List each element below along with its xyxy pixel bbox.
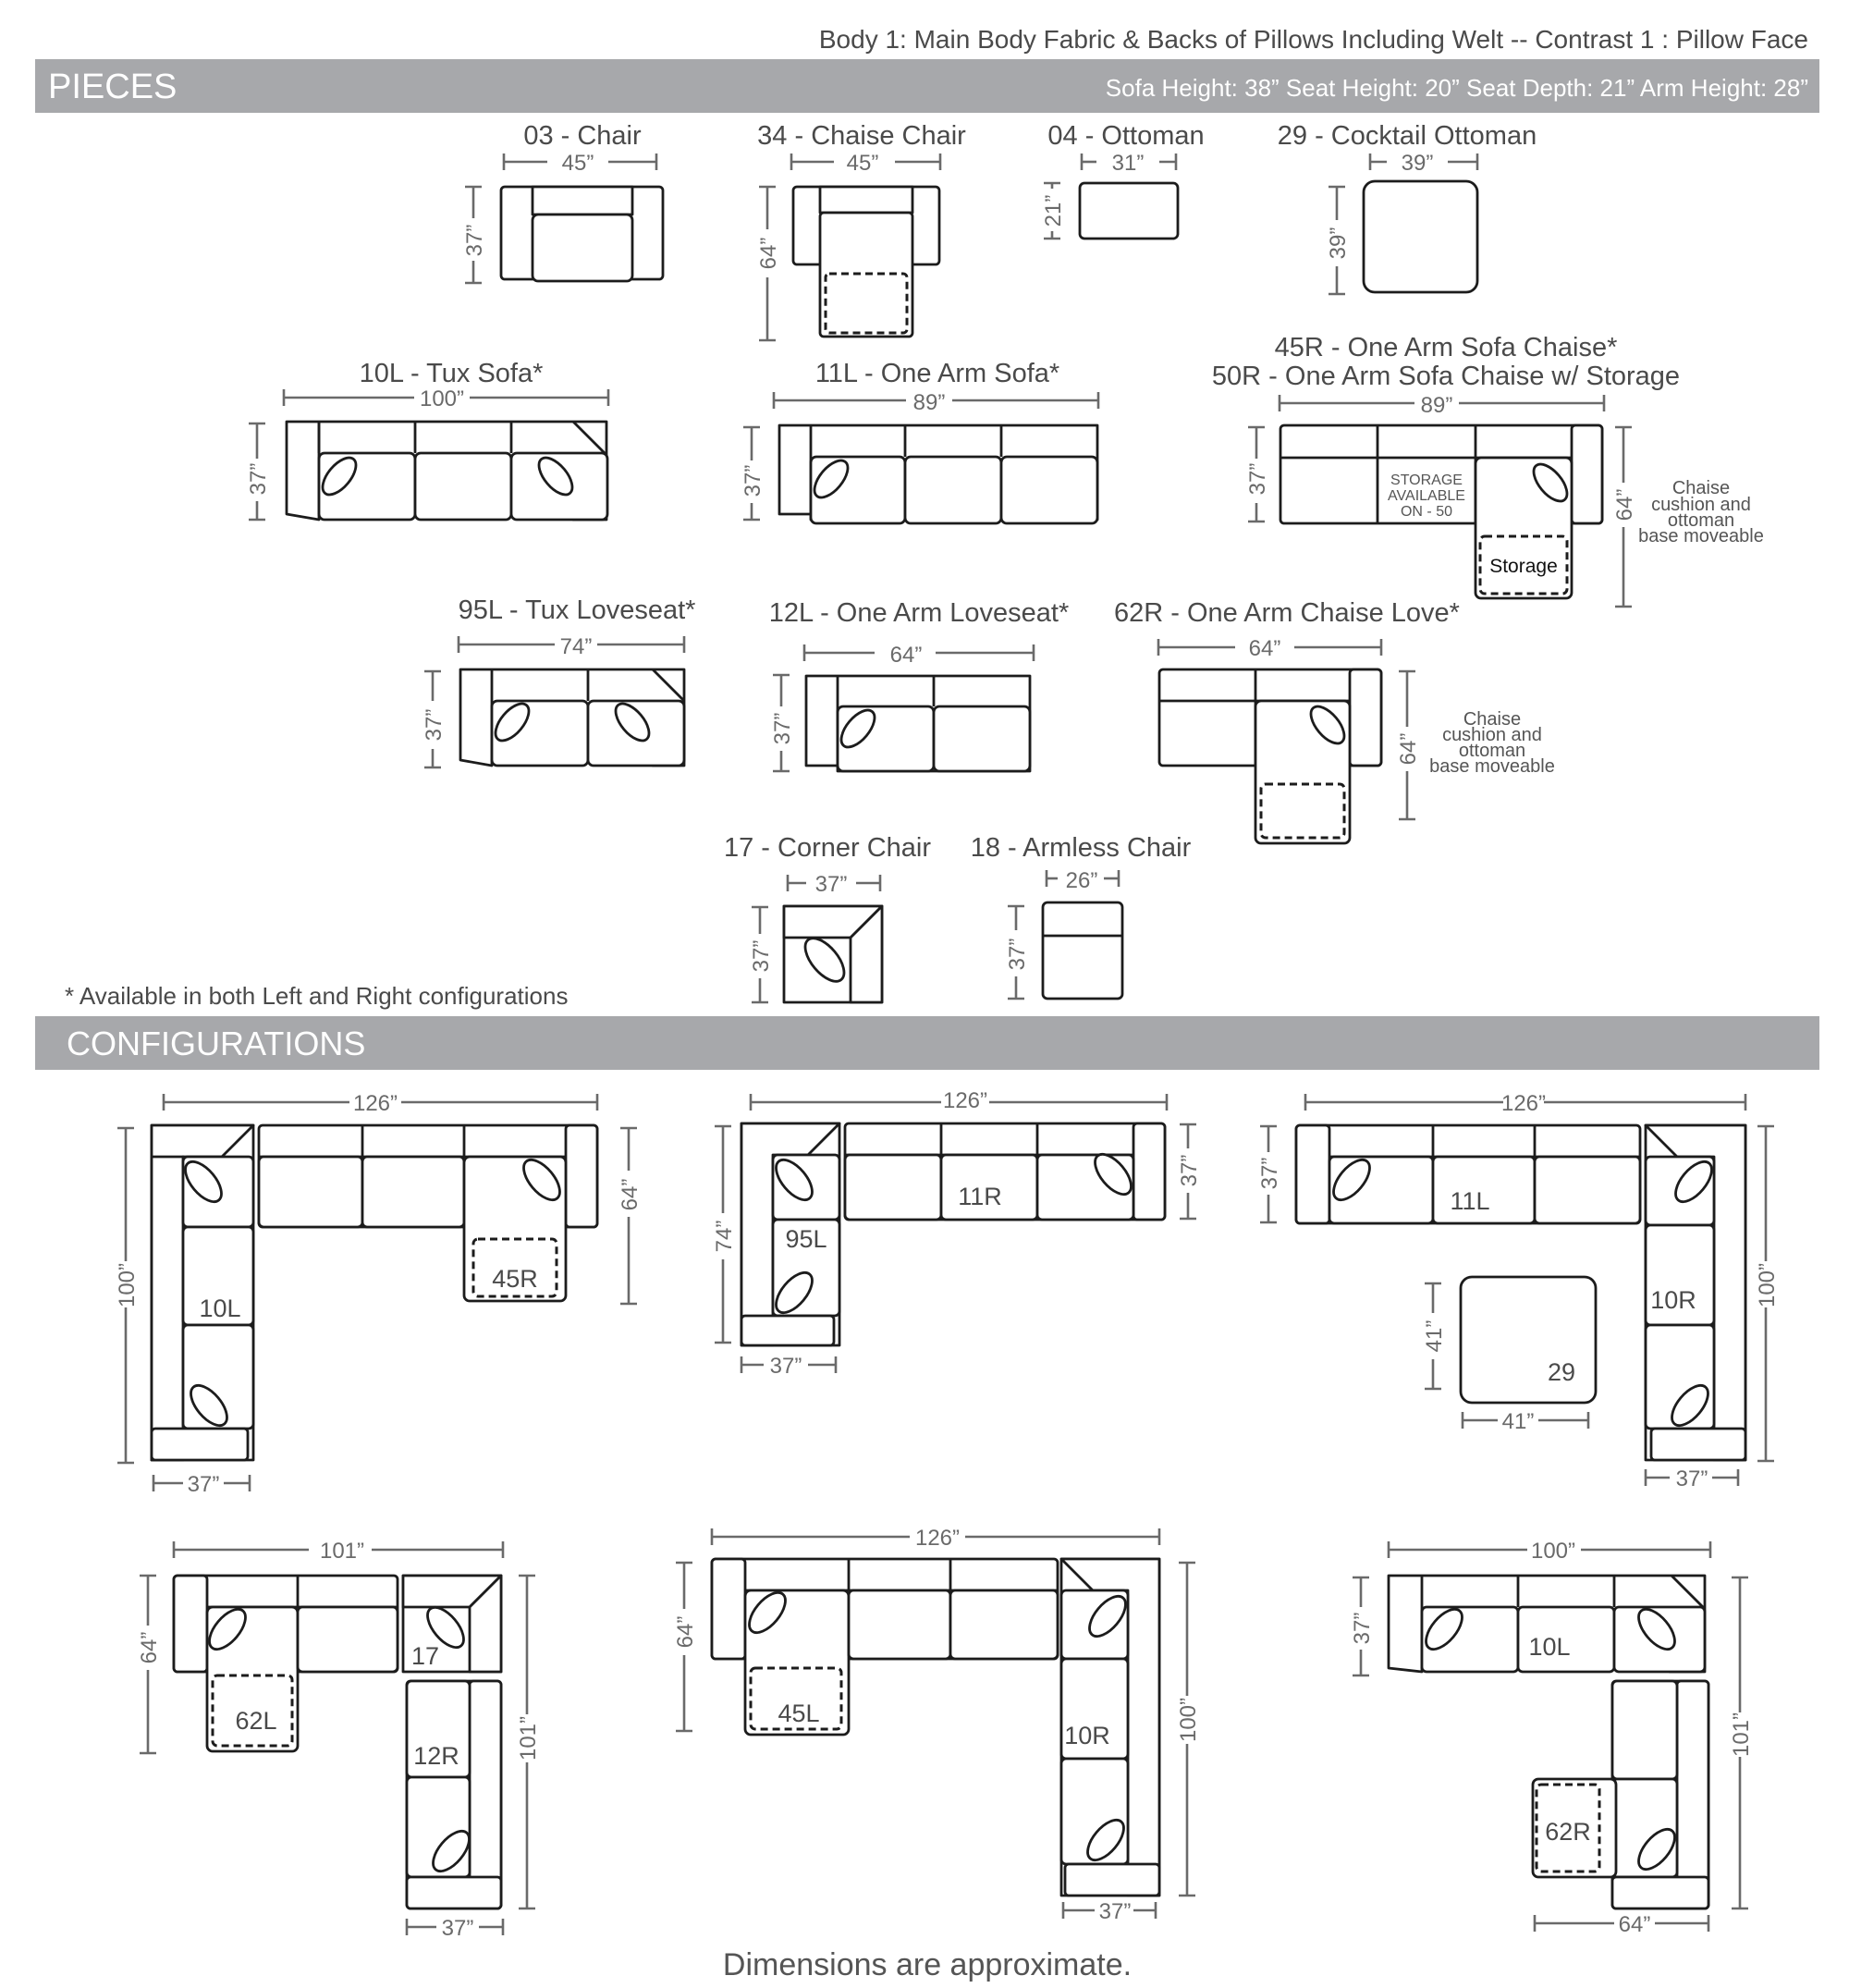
c5-height: 100” (1176, 1697, 1201, 1743)
storage-note-3: ON - 50 (1400, 504, 1453, 520)
c1-label-10l: 10L (199, 1295, 241, 1322)
c2-bottom-width: 37” (769, 1354, 802, 1379)
piece-one-arm-sofa (741, 359, 1098, 523)
ottoman-title: 04 - Ottoman (1047, 121, 1205, 151)
c5-label-45l: 45L (778, 1700, 820, 1727)
piece-chaise-chair (756, 121, 966, 340)
tux-sofa-width: 100” (419, 387, 465, 411)
config-4 (137, 1539, 541, 1941)
chaise-love-title: 62R - One Arm Chaise Love* (1114, 598, 1460, 628)
c6-bottom-width: 64” (1618, 1912, 1651, 1937)
cocktail-ottoman-title: 29 - Cocktail Ottoman (1277, 121, 1537, 151)
piece-corner-chair (724, 833, 931, 1002)
one-arm-loveseat-depth: 37” (770, 712, 795, 745)
tux-loveseat-depth: 37” (422, 708, 447, 742)
c1-label-45r: 45R (492, 1265, 538, 1293)
c1-chaise-depth: 64” (618, 1178, 643, 1211)
c5-depth-left: 64” (673, 1615, 698, 1649)
chaise-love-depth: 64” (1396, 732, 1421, 766)
disclaimer: Dimensions are approximate. (722, 1947, 1133, 1982)
c3-height: 100” (1755, 1262, 1780, 1308)
c4-label-17: 17 (410, 1642, 440, 1670)
pieces-title: PIECES (48, 67, 178, 106)
specs-text: Sofa Height: 38” Seat Height: 20” Seat Depth: 21” Arm Height: 28” (1105, 74, 1808, 102)
one-arm-sofa-depth: 37” (741, 464, 765, 497)
piece-ottoman (1041, 121, 1205, 239)
c3-width: 126” (1500, 1091, 1547, 1116)
one-arm-loveseat-title: 12L - One Arm Loveseat* (768, 598, 1070, 628)
c5-width: 126” (914, 1526, 961, 1551)
c5-bottom-width: 37” (1098, 1899, 1132, 1924)
ottoman-width: 31” (1111, 151, 1145, 176)
one-arm-sofa-title: 11L - One Arm Sofa* (814, 359, 1060, 388)
chaise-love-note-4: base moveable (1429, 756, 1555, 777)
c2-label-11r: 11R (958, 1183, 1002, 1210)
c1-height: 100” (115, 1262, 140, 1308)
piece-sofa-chaise (1212, 333, 1764, 607)
corner-chair-title: 17 - Corner Chair (723, 833, 932, 863)
piece-tux-loveseat (422, 595, 695, 767)
c1-arm-depth: 37” (187, 1472, 220, 1497)
c3-label-11l: 11L (1450, 1187, 1490, 1215)
footnote: * Available in both Left and Right configurations (65, 982, 569, 1010)
sofa-chaise-title-1: 45R - One Arm Sofa Chaise* (1274, 333, 1618, 362)
c4-label-62l: 62L (235, 1707, 277, 1735)
c4-depth-left: 64” (137, 1631, 162, 1664)
c4-height: 101” (516, 1715, 541, 1761)
corner-chair-depth: 37” (749, 939, 774, 973)
chair-depth: 37” (462, 224, 487, 257)
c6-label-10l: 10L (1528, 1633, 1571, 1661)
c3-ottoman-width: 41” (1501, 1409, 1535, 1434)
ottoman-depth: 21” (1041, 194, 1066, 227)
c6-height: 101” (1729, 1712, 1754, 1758)
piece-one-arm-loveseat (769, 598, 1070, 771)
c5-label-10r: 10R (1064, 1722, 1110, 1749)
sofa-chaise-note-3: ottoman (1667, 510, 1735, 531)
sofa-chaise-chaise-depth: 64” (1612, 488, 1637, 522)
c4-bottom-width: 37” (441, 1916, 474, 1941)
config-1 (115, 1091, 643, 1497)
c3-ottoman-depth: 41” (1422, 1319, 1447, 1353)
config-2 (712, 1088, 1202, 1379)
corner-chair-width: 37” (814, 872, 848, 897)
sofa-chaise-note-4: base moveable (1638, 526, 1764, 546)
armless-chair-width: 26” (1065, 868, 1098, 893)
chaise-chair-title: 34 - Chaise Chair (757, 121, 966, 151)
armless-chair-depth: 37” (1005, 938, 1030, 971)
tux-loveseat-width: 74” (559, 634, 593, 659)
piece-chaise-love (1114, 598, 1555, 843)
cocktail-ottoman-width: 39” (1401, 151, 1434, 176)
tux-sofa-depth: 37” (246, 462, 271, 496)
storage-label: Storage (1489, 556, 1558, 577)
c3-depth-left: 37” (1257, 1157, 1282, 1190)
piece-chair (462, 121, 663, 283)
c6-width: 100” (1530, 1539, 1576, 1564)
storage-note-1: STORAGE (1390, 472, 1463, 488)
sofa-chaise-width: 89” (1420, 393, 1453, 418)
chaise-chair-depth: 64” (756, 237, 781, 270)
cocktail-ottoman-depth: 39” (1326, 227, 1351, 260)
c4-width: 101” (319, 1539, 365, 1564)
chair-title: 03 - Chair (523, 121, 642, 151)
tux-loveseat-title: 95L - Tux Loveseat* (458, 595, 696, 625)
c3-bottom-width: 37” (1675, 1466, 1708, 1491)
c2-depth-left: 74” (712, 1220, 737, 1253)
one-arm-sofa-width: 89” (912, 390, 946, 415)
c6-label-62r: 62R (1545, 1818, 1591, 1846)
one-arm-loveseat-width: 64” (889, 643, 923, 668)
configurations-title: CONFIGURATIONS (67, 1025, 366, 1062)
c2-depth-right: 37” (1177, 1154, 1202, 1187)
c3-label-10r: 10R (1650, 1286, 1696, 1314)
c1-width: 126” (352, 1091, 398, 1116)
config-3 (1257, 1091, 1780, 1491)
fabric-note: Body 1: Main Body Fabric & Backs of Pillows Including Welt -- Contrast 1 : Pillow Face (818, 25, 1808, 54)
sofa-chaise-title-2: 50R - One Arm Sofa Chaise w/ Storage (1211, 362, 1681, 391)
c6-depth-left: 37” (1350, 1612, 1375, 1645)
config-6 (1350, 1539, 1754, 1937)
c2-width: 126” (942, 1088, 988, 1113)
chaise-chair-width: 45” (846, 151, 879, 176)
chaise-love-width: 64” (1248, 636, 1281, 661)
piece-tux-sofa (246, 359, 608, 520)
sofa-chaise-depth: 37” (1245, 462, 1270, 496)
armless-chair-title: 18 - Armless Chair (970, 833, 1192, 863)
chair-width: 45” (561, 151, 594, 176)
storage-note-2: AVAILABLE (1388, 488, 1465, 504)
sofa-chaise-note-1: Chaise (1671, 478, 1731, 498)
config-5 (673, 1526, 1201, 1924)
chaise-love-note-1: Chaise (1463, 709, 1522, 730)
chaise-love-note-2: cushion and (1442, 725, 1542, 745)
sofa-chaise-note-2: cushion and (1651, 495, 1751, 515)
chaise-love-note-3: ottoman (1458, 741, 1526, 761)
piece-armless-chair (971, 833, 1192, 999)
tux-sofa-title: 10L - Tux Sofa* (359, 359, 544, 388)
piece-cocktail-ottoman (1278, 121, 1537, 294)
c2-label-95l: 95L (785, 1225, 827, 1253)
c3-label-29: 29 (1547, 1358, 1576, 1386)
c4-label-12r: 12R (413, 1742, 459, 1770)
